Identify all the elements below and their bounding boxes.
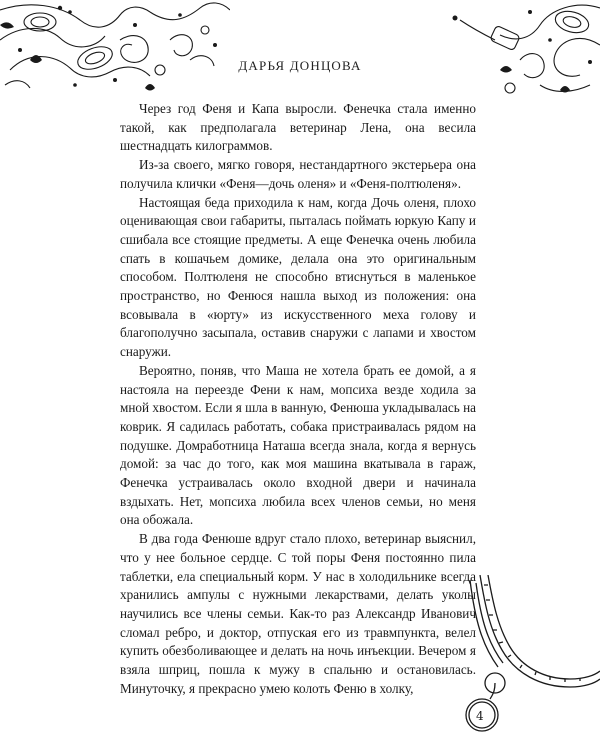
body-text bbox=[120, 100, 476, 699]
collar-with-tag-icon bbox=[440, 575, 600, 750]
paragraph: Настоящая беда приходила к нам, когда Дочь оленя, плохо оценивающая свои габариты, пыталась поймать юркую Капу и сшибала все стоящие предметы. А еще Фенечка очень любила спать в кошачьем домике, делала она это оригинальным способом. Полтюленя не способно втиснуться в маленькое пространство, но Фенюся нашла выход из положения: она всовывала в «юрту» из искусственного меха голову и благополучно засыпала, оставив снаружи с лапами и хвостом снаружи. bbox=[120, 194, 476, 360]
paisley-ornament-top-left-icon bbox=[0, 0, 230, 95]
paragraph: Через год Феня и Капа выросли. Фенечка стала именно такой, как предполагала ветеринар Лена, она весила шестнадцать килограммов. bbox=[120, 101, 476, 154]
paragraph: В два года Фенюше вдруг стало плохо, ветеринар выяснил, что у нее больное сердце. С той поры Феня постоянно пила таблетки, ела специальный корм. У нас в холодильнике всегда хранились ампулы с нужными лекарствами, делать уколы научились все члены семьи. Как-то раз Александр Иванович сломал ребро, и доктор, отпуская его из травмпункта, велел купить обезболивающее и делать на ночь инъекции. Вечером я взяла шприц, пошла к мужу в спальню и остановилась. Минуточку, я прекрасно умею колоть Феню в холку, bbox=[120, 531, 476, 696]
paragraph: Вероятно, поняв, что Маша не хотела брать ее домой, а я настояла на переезде Фени к нам, мопсиха везде ходила за мной хвостом. Если я шла в ванную, Фенюша укладывалась на коврик. Я садилась работать, собака пристраивалась рядом на подушке. Домработница Наташа всегда знала, когда я вернусь домой: за час до того, как моя машина вкатывала в гараж, Фенечка устраивалась около входной двери и начинала вздыхать. Нет, мопсиха любила всех членов семьи, но меня она обожала. bbox=[120, 362, 476, 528]
running-head: ДАРЬЯ ДОНЦОВА bbox=[238, 58, 362, 73]
paragraph: Из-за своего, мягко говоря, нестандартного экстерьера она получила клички «Феня—дочь оленя» и «Феня-полтюленя». bbox=[120, 157, 476, 191]
paisley-ornament-top-right-icon bbox=[400, 0, 600, 100]
tag-number: 4 bbox=[476, 709, 484, 723]
